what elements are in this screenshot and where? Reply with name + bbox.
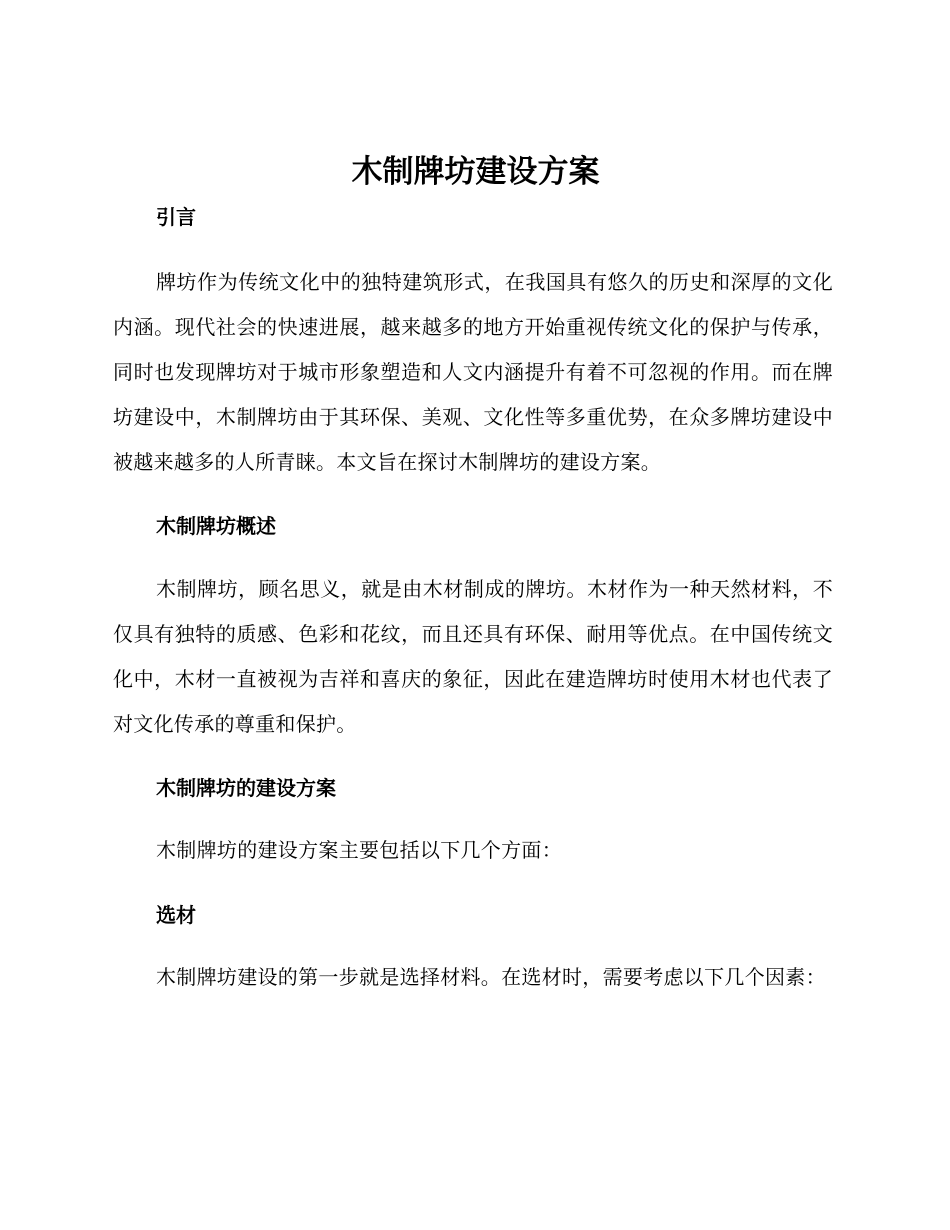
paragraph-overview: 木制牌坊，顾名思义，就是由木材制成的牌坊。木材作为一种天然材料，不仅具有独特的质感、色彩和花纹，而且还具有环保、耐用等优点。在中国传统文化中，木材一直被视为吉祥和喜庆的象征，因此在建造牌坊时使用木材也代表了对文化传承的尊重和保护。 bbox=[113, 577, 833, 736]
section-heading-material: 选材 bbox=[156, 903, 196, 927]
section-heading-intro: 引言 bbox=[156, 205, 196, 229]
paragraph-material: 木制牌坊建设的第一步就是选择材料。在选材时，需要考虑以下几个因素： bbox=[156, 965, 826, 989]
section-heading-plan: 木制牌坊的建设方案 bbox=[156, 776, 336, 800]
paragraph-intro: 牌坊作为传统文化中的独特建筑形式，在我国具有悠久的历史和深厚的文化内涵。现代社会的快速进展，越来越多的地方开始重视传统文化的保护与传承，同时也发现牌坊对于城市形象塑造和人文内涵提升有着不可忽视的作用。而在牌坊建设中，木制牌坊由于其环保、美观、文化性等多重优势，在众多牌坊建设中被越来越多的人所青睐。本文旨在探讨木制牌坊的建设方案。 bbox=[113, 270, 833, 474]
document-title: 木制牌坊建设方案 bbox=[351, 154, 600, 190]
paragraph-plan: 木制牌坊的建设方案主要包括以下几个方面： bbox=[156, 838, 562, 862]
section-heading-overview: 木制牌坊概述 bbox=[156, 514, 276, 538]
document-body bbox=[113, 148, 833, 1000]
